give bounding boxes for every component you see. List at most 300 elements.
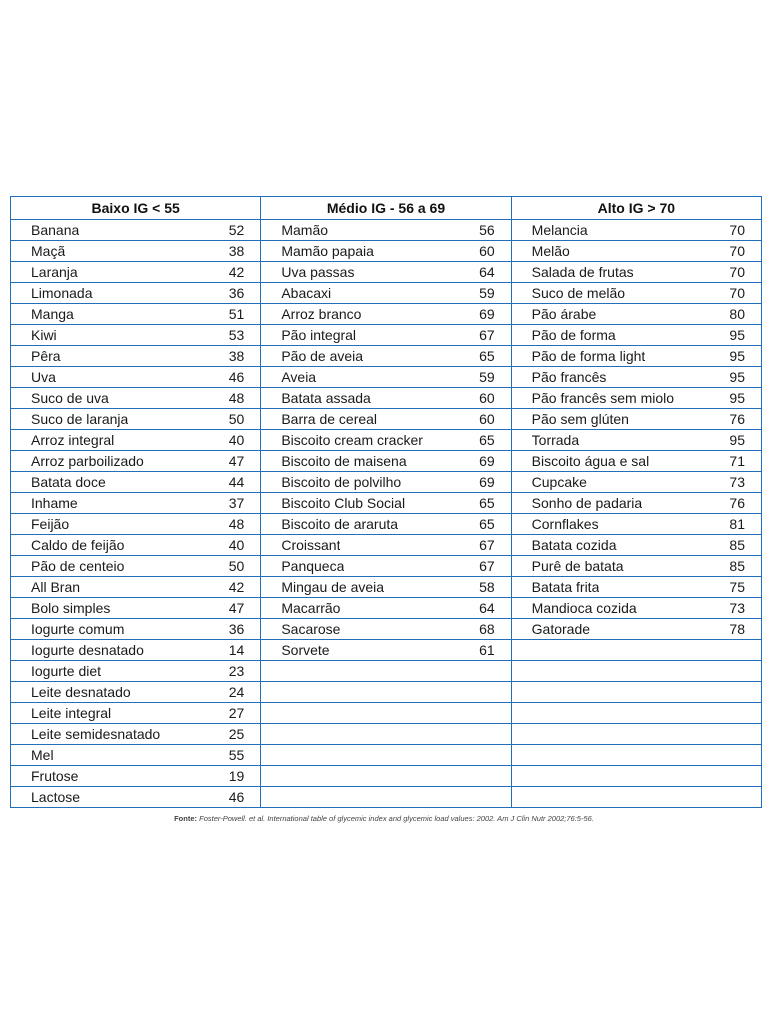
food-entry: [11, 304, 260, 324]
gi-value: 95: [729, 390, 745, 406]
food-name: Manga: [31, 306, 74, 322]
food-name: Suco de melão: [531, 285, 626, 301]
table-row: [11, 220, 762, 241]
table-cell-medium: [261, 304, 511, 325]
table-row: [11, 535, 762, 556]
food-name: Leite desnatado: [31, 684, 131, 700]
gi-value: 67: [479, 537, 495, 553]
table-row: [11, 703, 762, 724]
source-label: Fonte:: [174, 814, 198, 823]
table-row: [11, 262, 762, 283]
table-cell-high: [511, 346, 761, 367]
header-medium-gi: Médio IG - 56 a 69: [261, 197, 511, 220]
gi-value: 95: [729, 327, 745, 343]
food-entry: [11, 283, 260, 303]
food-name: Sonho de padaria: [531, 495, 643, 511]
food-entry: [512, 472, 761, 492]
gi-value: 67: [479, 327, 495, 343]
table-cell-medium: [261, 640, 511, 661]
gi-value: 48: [228, 516, 245, 532]
food-name: Sacarose: [281, 621, 341, 637]
food-name: Mingau de aveia: [281, 579, 385, 595]
food-name: Biscoito Club Social: [281, 495, 406, 511]
table-cell-high: [511, 430, 761, 451]
food-entry: [512, 577, 761, 597]
table-cell-low: [11, 787, 261, 808]
gi-value: 55: [228, 747, 245, 763]
table-cell-low: [11, 640, 261, 661]
gi-value: 81: [729, 516, 745, 532]
table-cell-high: [511, 619, 761, 640]
food-entry: [512, 535, 761, 555]
gi-value: 65: [479, 432, 495, 448]
gi-value: 65: [479, 348, 495, 364]
food-name: Maçã: [31, 243, 66, 259]
food-entry: [11, 661, 260, 681]
gi-value: 70: [729, 222, 745, 238]
food-name: Melancia: [531, 222, 588, 238]
gi-value: 27: [228, 705, 245, 721]
gi-value: 48: [228, 390, 245, 406]
table-cell-medium: [261, 766, 511, 787]
table-cell-high: [511, 367, 761, 388]
food-entry: [11, 577, 260, 597]
food-name: Laranja: [31, 264, 78, 280]
table-row: [11, 598, 762, 619]
food-entry: [512, 451, 761, 471]
table-cell-low: [11, 388, 261, 409]
table-cell-low: [11, 703, 261, 724]
table-cell-medium: [261, 451, 511, 472]
food-name: Biscoito de polvilho: [281, 474, 402, 490]
table-cell-medium: [261, 577, 511, 598]
food-name: Pêra: [31, 348, 61, 364]
table-row: [11, 409, 762, 430]
food-name: Biscoito água e sal: [531, 453, 650, 469]
gi-value: 70: [729, 264, 745, 280]
table-cell-low: [11, 661, 261, 682]
table-cell-high: [511, 745, 761, 766]
table-cell-high: [511, 703, 761, 724]
gi-value: 76: [729, 411, 745, 427]
table-cell-low: [11, 493, 261, 514]
food-entry: [512, 556, 761, 576]
gi-value: 46: [228, 789, 245, 805]
food-entry: [512, 241, 761, 261]
gi-value: 71: [729, 453, 745, 469]
table-row: [11, 724, 762, 745]
food-name: Bolo simples: [31, 600, 111, 616]
food-name: Arroz parboilizado: [31, 453, 144, 469]
gi-value: 80: [729, 306, 745, 322]
table-cell-high: [511, 241, 761, 262]
gi-value: 47: [228, 453, 245, 469]
food-name: Iogurte desnatado: [31, 642, 144, 658]
table-cell-medium: [261, 661, 511, 682]
table-row: [11, 514, 762, 535]
food-name: Batata frita: [531, 579, 600, 595]
table-cell-low: [11, 598, 261, 619]
food-name: Arroz branco: [281, 306, 362, 322]
gi-value: 73: [729, 474, 745, 490]
gi-value: 73: [729, 600, 745, 616]
food-name: Pão de centeio: [31, 558, 125, 574]
table-cell-low: [11, 682, 261, 703]
food-name: Mandioca cozida: [531, 600, 637, 616]
table-cell-medium: [261, 703, 511, 724]
food-entry: [11, 388, 260, 408]
gi-value: 69: [479, 474, 495, 490]
table-row: [11, 451, 762, 472]
gi-value: 70: [729, 243, 745, 259]
gi-value: 60: [479, 243, 495, 259]
food-name: Gatorade: [531, 621, 591, 637]
food-name: All Bran: [31, 579, 81, 595]
gi-value: 25: [228, 726, 245, 742]
food-name: Pão de aveia: [281, 348, 364, 364]
gi-value: 60: [479, 390, 495, 406]
food-name: Pão árabe: [531, 306, 597, 322]
gi-value: 95: [729, 432, 745, 448]
food-name: Macarrão: [281, 600, 341, 616]
table-cell-low: [11, 283, 261, 304]
table-cell-low: [11, 766, 261, 787]
gi-value: 60: [479, 411, 495, 427]
table-cell-high: [511, 556, 761, 577]
food-name: Panqueca: [281, 558, 345, 574]
food-name: Biscoito de araruta: [281, 516, 399, 532]
food-entry: [11, 472, 260, 492]
gi-value: 59: [479, 285, 495, 301]
food-name: Sorvete: [281, 642, 330, 658]
food-name: Mamão papaia: [281, 243, 374, 259]
table-row: [11, 556, 762, 577]
food-entry: [261, 619, 510, 639]
food-entry: [512, 367, 761, 387]
food-name: Pão de forma light: [531, 348, 646, 364]
food-entry: [11, 367, 260, 387]
table-cell-low: [11, 535, 261, 556]
food-entry: [11, 535, 260, 555]
food-entry: [512, 325, 761, 345]
food-name: Uva passas: [281, 264, 355, 280]
food-entry: [11, 220, 260, 240]
gi-value: 23: [228, 663, 245, 679]
food-entry: [261, 220, 510, 240]
food-name: Aveia: [281, 369, 317, 385]
gi-value: 37: [228, 495, 245, 511]
table-cell-high: [511, 682, 761, 703]
table-row: [11, 640, 762, 661]
table-cell-medium: [261, 409, 511, 430]
table-row: [11, 787, 762, 808]
table-cell-low: [11, 430, 261, 451]
table-cell-medium: [261, 220, 511, 241]
gi-value: 95: [729, 348, 745, 364]
food-entry: [261, 640, 510, 660]
table-cell-medium: [261, 388, 511, 409]
table-row: [11, 430, 762, 451]
table-cell-high: [511, 724, 761, 745]
gi-value: 56: [479, 222, 495, 238]
food-name: Banana: [31, 222, 80, 238]
food-entry: [261, 325, 510, 345]
table-row: [11, 241, 762, 262]
food-entry: [261, 514, 510, 534]
gi-value: 64: [479, 264, 495, 280]
table-cell-high: [511, 388, 761, 409]
food-entry: [11, 703, 260, 723]
food-entry: [512, 262, 761, 282]
gi-value: 50: [228, 558, 245, 574]
table-row: [11, 304, 762, 325]
table-cell-medium: [261, 430, 511, 451]
food-entry: [512, 220, 761, 240]
table-cell-high: [511, 325, 761, 346]
table-cell-high: [511, 661, 761, 682]
glycemic-index-table: [10, 196, 762, 808]
food-entry: [261, 598, 510, 618]
food-name: Pão sem glúten: [531, 411, 629, 427]
food-entry: [261, 472, 510, 492]
gi-value: 75: [729, 579, 745, 595]
table-row: [11, 682, 762, 703]
table-cell-medium: [261, 241, 511, 262]
table-cell-high: [511, 766, 761, 787]
food-name: Suco de uva: [31, 390, 109, 406]
gi-value: 78: [729, 621, 745, 637]
gi-value: 65: [479, 516, 495, 532]
gi-value: 61: [479, 642, 495, 658]
food-entry: [11, 514, 260, 534]
food-name: Batata cozida: [531, 537, 617, 553]
food-name: Purê de batata: [531, 558, 624, 574]
table-cell-medium: [261, 325, 511, 346]
food-name: Arroz integral: [31, 432, 115, 448]
table-cell-low: [11, 346, 261, 367]
food-entry: [512, 514, 761, 534]
table-row: [11, 577, 762, 598]
table-cell-medium: [261, 367, 511, 388]
table-cell-high: [511, 283, 761, 304]
food-entry: [11, 619, 260, 639]
table-cell-low: [11, 325, 261, 346]
gi-value: 40: [228, 537, 245, 553]
table-row: [11, 325, 762, 346]
table-cell-medium: [261, 283, 511, 304]
table-cell-high: [511, 577, 761, 598]
table-row: [11, 283, 762, 304]
food-entry: [11, 598, 260, 618]
food-name: Leite semidesnatado: [31, 726, 161, 742]
table-cell-medium: [261, 535, 511, 556]
table-cell-low: [11, 451, 261, 472]
table-cell-medium: [261, 598, 511, 619]
header-low-gi: Baixo IG < 55: [11, 197, 261, 220]
food-name: Frutose: [31, 768, 79, 784]
gi-value: 69: [479, 453, 495, 469]
food-entry: [11, 682, 260, 702]
food-name: Pão integral: [281, 327, 357, 343]
table-cell-medium: [261, 493, 511, 514]
food-entry: [11, 430, 260, 450]
table-cell-high: [511, 640, 761, 661]
table-cell-high: [511, 472, 761, 493]
food-name: Iogurte comum: [31, 621, 125, 637]
food-name: Inhame: [31, 495, 78, 511]
table-cell-medium: [261, 262, 511, 283]
food-entry: [512, 430, 761, 450]
food-entry: [11, 493, 260, 513]
gi-value: 40: [228, 432, 245, 448]
gi-value: 59: [479, 369, 495, 385]
food-entry: [261, 388, 510, 408]
food-name: Batata doce: [31, 474, 106, 490]
table-cell-high: [511, 514, 761, 535]
table-row: [11, 472, 762, 493]
table-cell-medium: [261, 787, 511, 808]
table-row: [11, 766, 762, 787]
food-entry: [261, 346, 510, 366]
food-entry: [11, 325, 260, 345]
food-entry: [11, 766, 260, 786]
food-name: Lactose: [31, 789, 81, 805]
gi-value: 47: [228, 600, 245, 616]
table-cell-low: [11, 241, 261, 262]
food-entry: [11, 451, 260, 471]
food-entry: [261, 493, 510, 513]
food-entry: [261, 241, 510, 261]
food-name: Croissant: [281, 537, 341, 553]
table-cell-medium: [261, 514, 511, 535]
gi-value: 52: [228, 222, 245, 238]
food-name: Cupcake: [531, 474, 587, 490]
gi-value: 67: [479, 558, 495, 574]
gi-value: 46: [228, 369, 245, 385]
food-name: Kiwi: [31, 327, 57, 343]
gi-value: 24: [228, 684, 245, 700]
header-high-gi: Alto IG > 70: [511, 197, 761, 220]
gi-value: 38: [228, 348, 245, 364]
table-cell-medium: [261, 682, 511, 703]
food-entry: [261, 577, 510, 597]
table-row: [11, 745, 762, 766]
food-entry: [11, 241, 260, 261]
table-row: [11, 619, 762, 640]
table-cell-low: [11, 472, 261, 493]
food-entry: [11, 262, 260, 282]
food-name: Salada de frutas: [531, 264, 634, 280]
food-entry: [11, 556, 260, 576]
table-cell-medium: [261, 346, 511, 367]
food-name: Pão francês: [531, 369, 607, 385]
table-cell-high: [511, 598, 761, 619]
gi-value: 53: [228, 327, 245, 343]
table-cell-high: [511, 493, 761, 514]
gi-value: 76: [729, 495, 745, 511]
gi-value: 36: [228, 285, 245, 301]
food-name: Torrada: [531, 432, 580, 448]
food-entry: [261, 430, 510, 450]
food-entry: [512, 619, 761, 639]
table-row: [11, 661, 762, 682]
food-name: Cornflakes: [531, 516, 599, 532]
table-row: [11, 346, 762, 367]
gi-value: 19: [228, 768, 245, 784]
table-row: [11, 367, 762, 388]
gi-value: 36: [228, 621, 245, 637]
food-entry: [261, 262, 510, 282]
food-entry: [261, 556, 510, 576]
source-text: Foster-Powell. et al. International table of glycemic index and glycemic load values: 2002. Am J Clin Nutr 2002;76:5-56.: [199, 814, 594, 823]
food-entry: [11, 640, 260, 660]
table-body: [11, 220, 762, 808]
food-name: Uva: [31, 369, 56, 385]
food-entry: [261, 283, 510, 303]
gi-value: 64: [479, 600, 495, 616]
table-cell-low: [11, 724, 261, 745]
table-cell-medium: [261, 745, 511, 766]
table-cell-high: [511, 220, 761, 241]
gi-value: 58: [479, 579, 495, 595]
food-name: Pão de forma: [531, 327, 616, 343]
gi-value: 44: [228, 474, 245, 490]
table-cell-medium: [261, 556, 511, 577]
table-cell-medium: [261, 472, 511, 493]
food-name: Pão francês sem miolo: [531, 390, 675, 406]
food-entry: [11, 787, 260, 807]
food-name: Barra de cereal: [281, 411, 378, 427]
table-cell-low: [11, 556, 261, 577]
food-entry: [512, 346, 761, 366]
gi-value: 69: [479, 306, 495, 322]
table-cell-high: [511, 451, 761, 472]
table-cell-low: [11, 619, 261, 640]
food-entry: [512, 493, 761, 513]
food-name: Leite integral: [31, 705, 112, 721]
table-cell-medium: [261, 619, 511, 640]
gi-value: 65: [479, 495, 495, 511]
food-name: Caldo de feijão: [31, 537, 125, 553]
table-cell-high: [511, 787, 761, 808]
table-cell-low: [11, 514, 261, 535]
food-name: Mel: [31, 747, 54, 763]
food-entry: [261, 409, 510, 429]
table-cell-high: [511, 409, 761, 430]
food-entry: [11, 346, 260, 366]
food-name: Biscoito cream cracker: [281, 432, 423, 448]
table-header-row: [11, 197, 762, 220]
source-citation: [0, 814, 768, 823]
gi-value: 68: [479, 621, 495, 637]
table-cell-low: [11, 409, 261, 430]
food-name: Limonada: [31, 285, 93, 301]
food-name: Mamão: [281, 222, 329, 238]
table-cell-low: [11, 220, 261, 241]
table-cell-high: [511, 535, 761, 556]
gi-value: 70: [729, 285, 745, 301]
food-entry: [261, 451, 510, 471]
food-name: Biscoito de maisena: [281, 453, 407, 469]
food-entry: [512, 283, 761, 303]
food-entry: [11, 409, 260, 429]
table-cell-low: [11, 262, 261, 283]
table-cell-low: [11, 745, 261, 766]
gi-value: 51: [228, 306, 245, 322]
table-row: [11, 493, 762, 514]
food-name: Melão: [531, 243, 570, 259]
food-entry: [512, 409, 761, 429]
